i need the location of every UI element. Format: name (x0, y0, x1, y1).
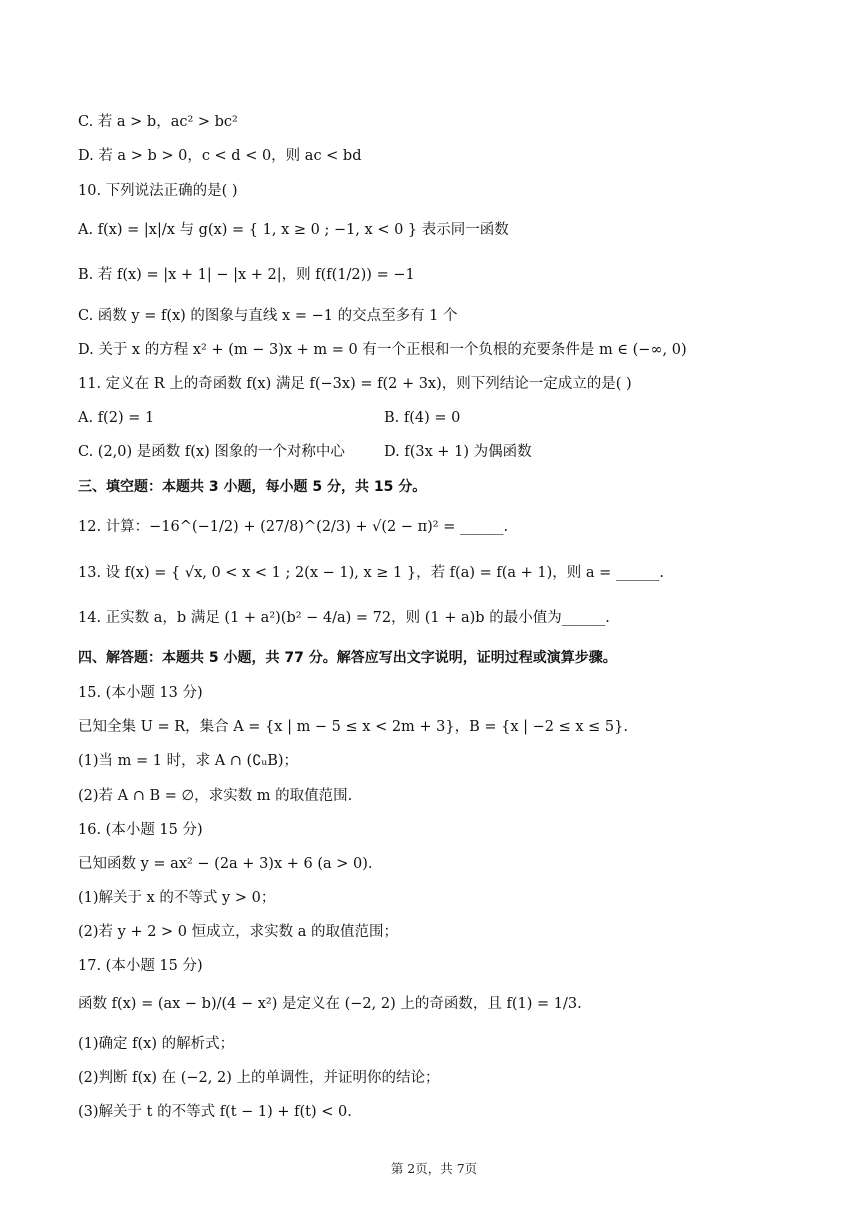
question-15-part-1: (1)当 m = 1 时，求 A ∩ (∁ᵤB)； (78, 753, 299, 769)
question-17-part-1: (1)确定 f(x) 的解析式； (78, 1036, 235, 1052)
page-footer: 第 2页，共 7页 (390, 1161, 478, 1176)
option-11c: C. (2,0) 是函数 f(x) 图象的一个对称中心 (78, 444, 345, 460)
question-14: 14. 正实数 a，b 满足 (1 + a²)(b² − 4/a) = 72，则 (1 + a)b 的最小值为______. (78, 610, 610, 626)
option-10d: D. 关于 x 的方程 x² + (m − 3)x + m = 0 有一个正根和一个负根的充要条件是 m ∈ (−∞, 0) (78, 342, 687, 358)
option-10a: A. f(x) = |x|/x 与 g(x) = { 1, x ≥ 0 ; −1, x < 0 } 表示同一函数 (78, 222, 509, 238)
question-13: 13. 设 f(x) = { √x, 0 < x < 1 ; 2(x − 1), x ≥ 1 }，若 f(a) = f(a + 1)，则 a = ______. (78, 565, 665, 581)
question-17-part-2: (2)判断 f(x) 在 (−2, 2) 上的单调性，并证明你的结论； (78, 1070, 440, 1086)
section-3-heading: 三、填空题：本题共 3 小题，每小题 5 分，共 15 分。 (78, 479, 427, 495)
question-16-stem: 已知函数 y = ax² − (2a + 3)x + 6 (a > 0). (78, 856, 373, 872)
question-17-part-3: (3)解关于 t 的不等式 f(t − 1) + f(t) < 0. (78, 1104, 352, 1120)
option-10b: B. 若 f(x) = |x + 1| − |x + 2|，则 f(f(1/2)) = −1 (78, 267, 415, 283)
question-15-stem: 已知全集 U = R，集合 A = {x | m − 5 ≤ x < 2m + 3}，B = {x | −2 ≤ x ≤ 5}. (78, 719, 628, 735)
option-11b: B. f(4) = 0 (384, 410, 461, 426)
option-11a: A. f(2) = 1 (78, 410, 155, 426)
question-17-stem: 函数 f(x) = (ax − b)/(4 − x²) 是定义在 (−2, 2) 上的奇函数，且 f(1) = 1/3. (78, 996, 582, 1012)
question-16-part-2: (2)若 y + 2 > 0 恒成立，求实数 a 的取值范围； (78, 924, 398, 940)
question-11: 11. 定义在 R 上的奇函数 f(x) 满足 f(−3x) = f(2 + 3x)，则下列结论一定成立的是( ) (78, 376, 632, 392)
question-16-part-1: (1)解关于 x 的不等式 y > 0； (78, 890, 276, 906)
question-15-part-2: (2)若 A ∩ B = ∅，求实数 m 的取值范围. (78, 788, 353, 804)
question-16-header: 16. (本小题 15 分) (78, 822, 203, 838)
section-4-heading: 四、解答题：本题共 5 小题，共 77 分。解答应写出文字说明，证明过程或演算步骤。 (78, 650, 617, 666)
option-11d: D. f(3x + 1) 为偶函数 (384, 444, 532, 460)
question-17-header: 17. (本小题 15 分) (78, 958, 203, 974)
question-12: 12. 计算：−16^(−1/2) + (27/8)^(2/3) + √(2 − π)² = ______. (78, 519, 509, 535)
question-10: 10. 下列说法正确的是( ) (78, 183, 238, 199)
option-10c: C. 函数 y = f(x) 的图象与直线 x = −1 的交点至多有 1 个 (78, 308, 458, 324)
option-9c: C. 若 a > b，ac² > bc² (78, 114, 238, 130)
option-9d: D. 若 a > b > 0，c < d < 0，则 ac < bd (78, 148, 362, 164)
question-15-header: 15. (本小题 13 分) (78, 685, 203, 701)
